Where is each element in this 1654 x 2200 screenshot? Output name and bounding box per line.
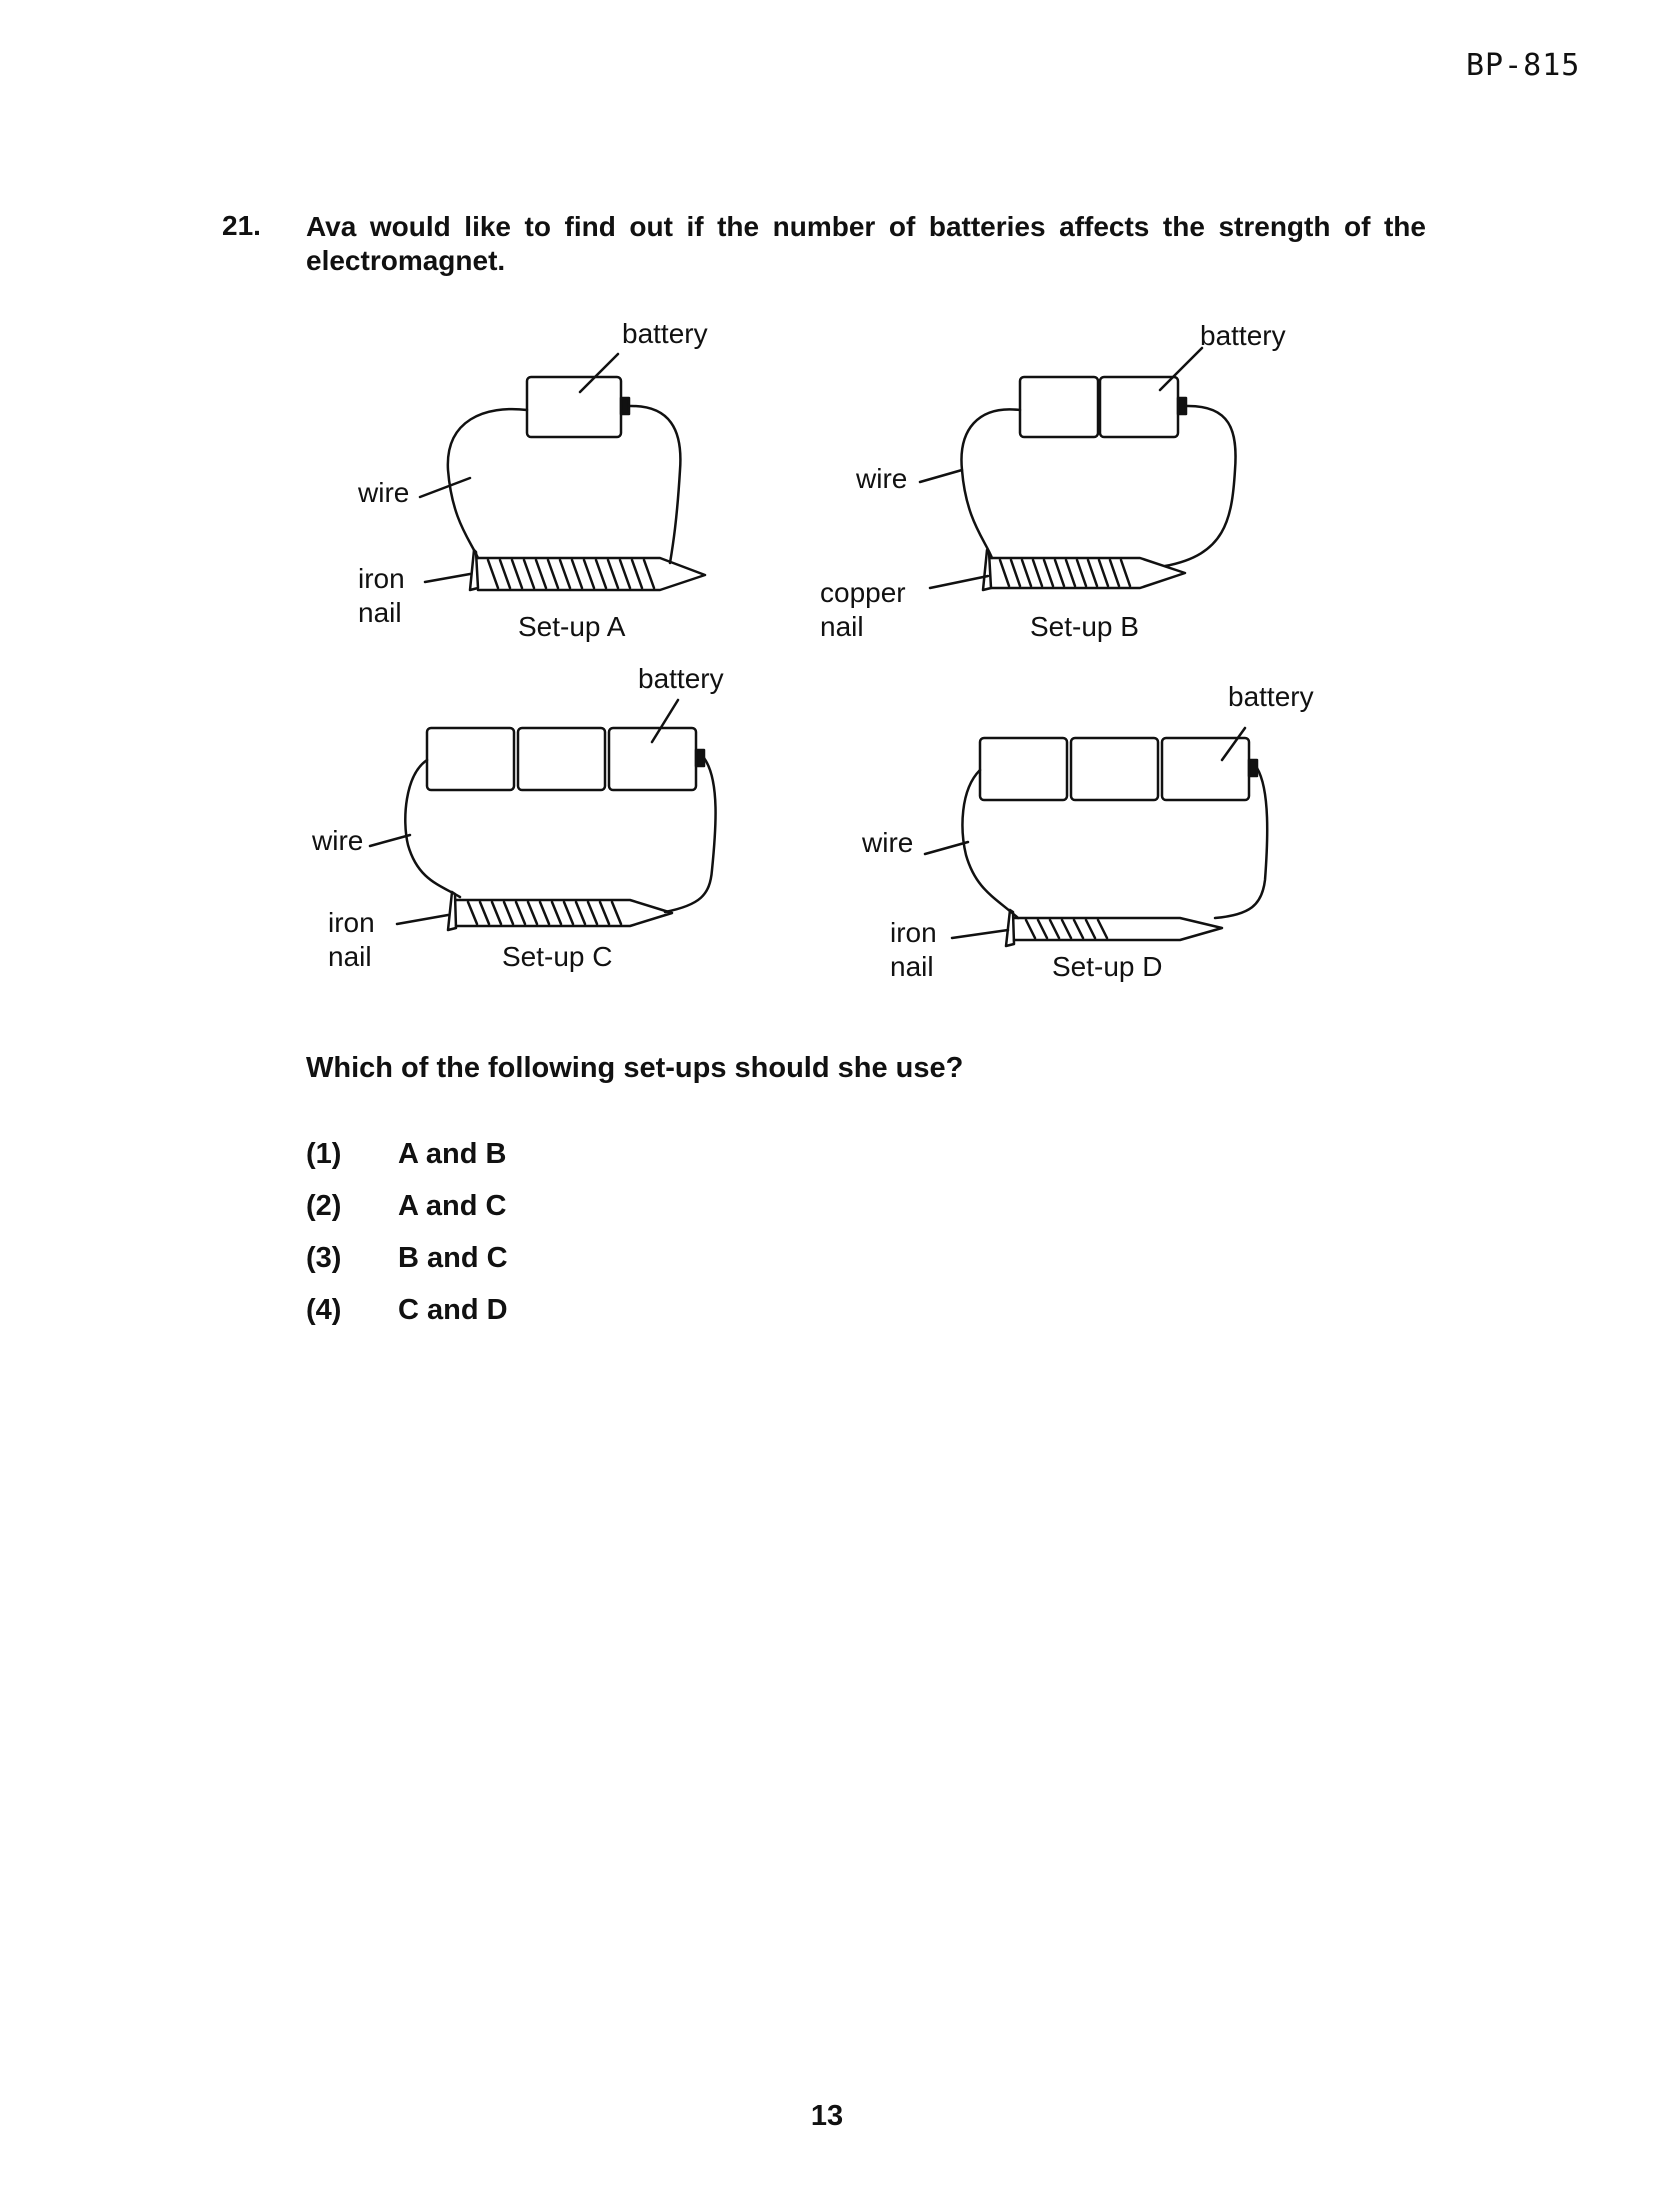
option-text: A and B: [398, 1138, 507, 1170]
question-prompt: Which of the following set-ups should she use?: [306, 1052, 964, 1084]
option-text: C and D: [398, 1294, 508, 1326]
setup-b-battery-label: battery: [1200, 320, 1286, 351]
setup-b-wire: [961, 409, 1020, 558]
setup-b-wire-label: wire: [856, 463, 908, 494]
setup-b-diagram: [920, 348, 1236, 590]
setup-d-wire: [963, 770, 1018, 918]
setup-b-nail-label: nail: [820, 611, 864, 642]
setup-a-wire: [448, 409, 527, 558]
setup-b-caption: Set-up B: [1030, 611, 1139, 642]
option-number: (3): [306, 1242, 342, 1274]
setup-c-wire-label: wire: [312, 825, 364, 856]
setup-c-caption: Set-up C: [502, 941, 613, 972]
option-number: (4): [306, 1294, 342, 1326]
setup-b-copper-nail: [983, 550, 1185, 590]
question-number: 21.: [222, 210, 261, 241]
setup-a-wire-label: wire: [358, 477, 410, 508]
setup-a-battery: [527, 377, 621, 437]
option-text: B and C: [398, 1242, 508, 1274]
setup-d-diagram: [925, 728, 1267, 946]
option-text: A and C: [398, 1190, 507, 1222]
setup-d-nail-label: nail: [890, 951, 934, 982]
setup-a-iron-nail: [470, 550, 705, 590]
electromagnet-setups-figure: [0, 0, 1654, 1020]
setup-d-iron-nail: [1006, 910, 1222, 946]
setup-d-caption: Set-up D: [1052, 951, 1163, 982]
setup-a-diagram: [420, 354, 705, 590]
option-number: (1): [306, 1138, 342, 1170]
setup-c-nail-label: nail: [328, 941, 372, 972]
setup-a-iron-label: iron: [358, 563, 405, 594]
question-text: Ava would like to find out if the number of batteries affects the strength of the electromagnet.: [306, 211, 1426, 276]
setup-a-battery-label: battery: [622, 318, 708, 349]
setup-d-wire-label: wire: [862, 827, 914, 858]
setup-b-copper-label: copper: [820, 577, 906, 608]
option-number: (2): [306, 1190, 342, 1222]
setup-d-battery-label: battery: [1228, 681, 1314, 712]
setup-c-battery-label: battery: [638, 663, 724, 694]
setup-c-iron-nail: [448, 892, 672, 930]
setup-d-iron-label: iron: [890, 917, 937, 948]
setup-a-nail-label: nail: [358, 597, 402, 628]
page-number: 13: [810, 2100, 844, 2132]
setup-c-iron-label: iron: [328, 907, 375, 938]
setup-c-diagram: [370, 700, 716, 930]
setup-a-caption: Set-up A: [518, 611, 626, 642]
document-code: BP-815: [1466, 48, 1581, 83]
setup-c-wire: [405, 760, 460, 897]
